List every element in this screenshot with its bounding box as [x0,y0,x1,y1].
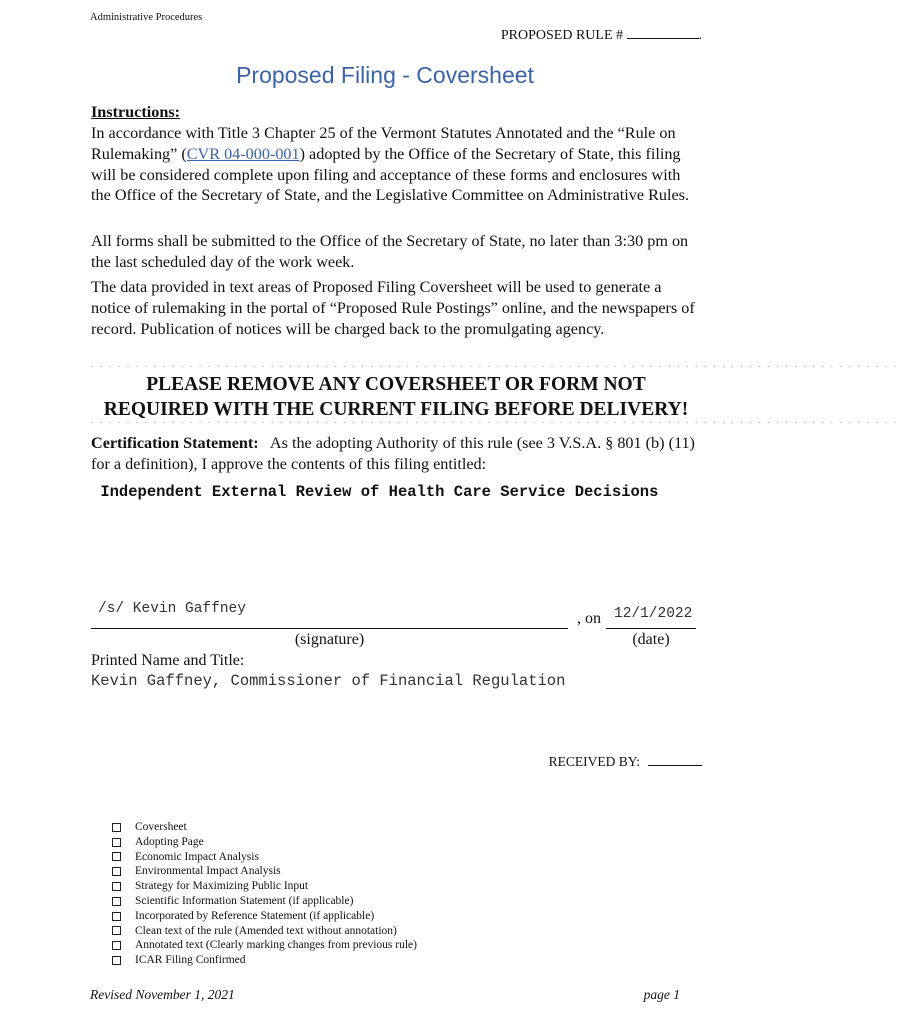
checkbox-icon[interactable] [112,912,121,921]
instructions-heading: Instructions: [91,103,181,121]
divider-bottom: ▪ ▪ ▪ ▪ ▪ ▪ ▪ ▪ ▪ ▪ ▪ ▪ ▪ ▪ ▪ ▪ ▪ ▪ ▪ ▪ ▪ ▪ ▪ ▪ ▪ ▪ ▪ ▪ ▪ ▪ ▪ ▪ ▪ ▪ ▪ ▪ ▪ ▪ ▪ ▪ ▪ ▪ ▪ ▪ ▪ ▪ ▪ ▪ ▪ ▪ ▪ ▪ ▪ ▪ ▪ ▪ ▪ ▪ ▪ ▪ ▪ ▪ ▪ ▪ ▪ ▪ ▪ ▪ ▪ ▪ ▪ ▪ ▪ ▪ ▪ ▪ ▪ ▪ ▪ ▪ ▪ ▪ ▪ ▪ ▪ ▪ ▪ ▪ ▪ ▪ [91,421,899,426]
checklist-item-label: Economic Impact Analysis [135,850,259,863]
received-by-blank [648,754,702,766]
checklist-item-label: Annotated text (Clearly marking changes from previous rule) [135,939,417,952]
checklist-item-label: Clean text of the rule (Amended text without annotation) [135,924,397,937]
date-field[interactable]: 12/1/2022 [614,606,693,622]
checklist-item[interactable] [112,835,417,850]
checkbox-icon[interactable] [112,956,121,965]
instructions-paragraph-3: The data provided in text areas of Proposed Filing Coversheet will be used to generate a notice of rulemaking in the portal of “Proposed Rule Postings” online, and the newspapers of record. Publication of notices will be charged back to the promulgating agency. [91,278,695,338]
divider-top: ▪ ▪ ▪ ▪ ▪ ▪ ▪ ▪ ▪ ▪ ▪ ▪ ▪ ▪ ▪ ▪ ▪ ▪ ▪ ▪ ▪ ▪ ▪ ▪ ▪ ▪ ▪ ▪ ▪ ▪ ▪ ▪ ▪ ▪ ▪ ▪ ▪ ▪ ▪ ▪ ▪ ▪ ▪ ▪ ▪ ▪ ▪ ▪ ▪ ▪ ▪ ▪ ▪ ▪ ▪ ▪ ▪ ▪ ▪ ▪ ▪ ▪ ▪ ▪ ▪ ▪ ▪ ▪ ▪ ▪ ▪ ▪ ▪ ▪ ▪ ▪ ▪ ▪ ▪ ▪ ▪ ▪ ▪ ▪ ▪ ▪ ▪ ▪ ▪ ▪ [91,365,899,370]
received-by-label: RECEIVED BY: [548,754,640,769]
p1-text-after: ) adopted by the Office of the Secretary of State, this filing will be considered complete upon filing and acceptance of these forms and enclosures with the Office of the Secretary of State, and the Legislative Committee on Administrative Rules. [91,144,690,205]
checklist-item[interactable] [112,850,417,865]
rule-title-field[interactable]: Independent External Review of Health Care Service Decisions [91,483,659,501]
checklist-item-label: Environmental Impact Analysis [135,865,281,878]
checklist-item-label: Strategy for Maximizing Public Input [135,880,309,893]
notice-line-2: REQUIRED WITH THE CURRENT FILING BEFORE DELIVERY! [103,399,689,420]
certification-text: As the adopting Authority of this rule (see 3 V.S.A. § 801 (b) (11) for a definition), I approve the contents of this filing entitled: [91,434,695,473]
remove-coversheet-notice [70,372,722,422]
on-text: , on [577,610,601,627]
checklist-item-label: Coversheet [135,821,187,833]
checklist-item-label: Incorporated by Reference Statement (if applicable) [135,909,375,922]
checklist-item[interactable] [112,879,417,894]
checklist-item[interactable] [112,924,417,939]
printed-name-label: Printed Name and Title: [91,652,245,669]
checkbox-icon[interactable] [112,867,121,876]
proposed-rule-suffix: . [698,28,702,43]
signature-line [91,628,568,629]
cvr-link[interactable]: CVR 04-000-001 [186,144,300,163]
checkbox-icon[interactable] [112,823,121,832]
checklist-item[interactable] [112,864,417,879]
footer-page-number: page 1 [643,987,680,1002]
filing-checklist [112,820,417,968]
instructions-paragraph-2: All forms shall be submitted to the Office of the Secretary of State, no later than 3:30 pm on the last scheduled day of the work week. [91,232,689,271]
certification-statement [91,433,703,475]
signature-label: (signature) [294,631,365,648]
signature-field[interactable]: /s/ Kevin Gaffney [98,601,246,617]
checkbox-icon[interactable] [112,882,121,891]
printed-name-field[interactable]: Kevin Gaffney, Commissioner of Financial Regulation [91,672,566,690]
proposed-rule-label: PROPOSED RULE # [500,28,623,43]
header-left-text: Administrative Procedures [90,12,203,23]
certification-label: Certification Statement: [91,434,259,452]
p1-text-before: In accordance with Title 3 Chapter 25 of the Vermont Statutes Annotated and the “Rule on Rulemaking” ( [91,124,676,163]
checklist-item-label: Adopting Page [135,835,204,848]
checklist-item[interactable] [112,909,417,924]
received-by [549,754,702,770]
notice-line-1: PLEASE REMOVE ANY COVERSHEET OR FORM NOT [146,374,646,395]
page-title: Proposed Filing - Coversheet [236,62,534,88]
checkbox-icon[interactable] [112,941,121,950]
date-label: (date) [632,631,670,648]
checklist-item[interactable] [112,894,417,909]
checklist-item[interactable] [112,953,417,968]
proposed-rule-blank [627,26,699,39]
checkbox-icon[interactable] [112,852,121,861]
checklist-item-label: ICAR Filing Confirmed [135,954,246,967]
date-line [606,628,696,629]
checkbox-icon[interactable] [112,897,121,906]
checklist-item[interactable] [112,820,417,835]
checklist-item[interactable] [112,938,417,953]
proposed-rule-number [501,26,702,44]
checkbox-icon[interactable] [112,926,121,935]
instructions-paragraph-1 [91,123,703,206]
checkbox-icon[interactable] [112,838,121,847]
checklist-item-label: Scientific Information Statement (if applicable) [135,894,354,907]
footer-revised: Revised November 1, 2021 [90,987,235,1002]
